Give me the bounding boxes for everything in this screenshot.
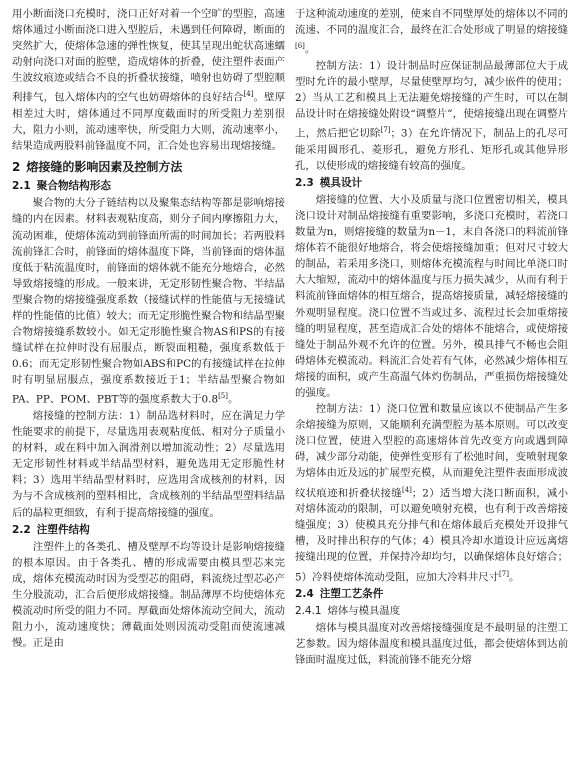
body-paragraph: 用小断面浇口充模时，浇口正好对着一个空旷的型腔，高速熔体通过小断面浇口进入型腔后，未遇到任何障碍，断面的突然扩大，使熔体急速的弹性恢复，使其呈现出蛇状高速蠕动射向浇口对面的腔壁，造成熔体的折叠，使注塑件表面产生波纹痕迹或结合不良的折叠状接缝，喷射也妨碍了型腔顺利排气，包入熔体内的空气也妨碍熔体的良好结合[4]。壁厚相差过大时，熔体通过不同厚度截面时的所受阻力差别很大，阻力小则，流动速率快，所受阻力大则，流动速率小，结果造成两股料前锋温度不同，汇合处也容易出现熔接缝。 (12, 8, 286, 153)
body-paragraph: 注塑件上的各类孔、槽及壁厚不均等设计是影响熔接缝的根本原因。由于各类孔、槽的形成需要由模具型芯来完成，熔体充模流动时因为受型芯的阻碍，料流绕过型芯必产生分股流动，汇合后便形成熔接缝。制品薄厚不均使熔体充模流动时所受的阻力不同。厚截面处熔体流动空间大，流动阻力小，流动速度快；薄截面处则因流动受阻而使流速减慢。正是由 (12, 540, 285, 650)
subsection-heading: 2.3 模具设计 (295, 176, 363, 189)
subsection-heading: 2.1 聚合物结构形态 (12, 180, 111, 193)
body-paragraph: 控制方法：1）浇口位置和数量应该以不使制品产生多余熔接缝为原则，又能顺利充满型腔为基本原则。可以改变浇口位置，使进入型腔的高速熔体首先改变方向或遇到障碍，减少部分动能，使弹性变形有了松弛时间，变喷射现象为熔体由近及远的扩展型充模，从而避免注塑件表面形成波纹状痕迹和折叠状接缝[4]；2）适当增大浇口断面积，减小对熔体流动的限制，可以避免喷射充模，也有利于改善熔接缝强度；3）使模具充分排气和在熔体最后充模处开设排气槽，及时排出积存的气体；4）模具冷却水道设计应远离熔接缝出现的位置，并保持冷却均匀，以确保熔体良好熔合；5）冷料使熔体流动受阻，应加大冷料井尺寸[7]。 (295, 403, 569, 583)
citation: [7] (380, 126, 391, 135)
citation: [4] (402, 485, 412, 494)
body-paragraph: 熔接缝的位置、大小及质量与浇口位置密切相关，模具浇口设计对制品熔接缝有重要影响，多浇口充模时，若浇口数量为n，则熔接缝的数量为n－1，末自各浇口的料流前锋熔体若不能很好地熔合，将会使熔接缝加重；但对尺寸较大的制品，若采用多浇口，则熔体充模流程与时间比单浇口时大大缩短，流动中的熔体温度与压力损失减少，从而有利于料流前锋面熔体的相互熔合，提高熔接质量，减轻熔接缝的外观明显程度。浇口位置不当或过多、流程过长会加重熔接缝的明显程度，甚至造成汇合处的熔体不能熔合，或使熔接缝处于制品外观不允许的位置。另外，模具排气不畅也会阻碍熔体充模流动。料流汇合处若有气体，必然减少熔体相互熔接的面积，或产生高温气体灼伤制品，严重损伤熔接缝处的强度。 (295, 193, 568, 399)
body-paragraph: 于这种流动速度的差别，使来自不同壁厚处的熔体以不同的流速、不同的温度汇合，最终在汇合处形成了明显的熔接缝[6]。 (295, 8, 568, 56)
left-column (12, 6, 285, 769)
body-paragraph: 熔接缝的控制方法：1）制品选材料时，应在满足力学性能要求的前提下，尽量选用表观粘度低、相对分子质量小的材料，或在料中加入润滑剂以增加流动性；2）尽量选用无定形韧性材料或半结晶型材料，避免选用无定形脆性材料；3）选用半结晶型材料时，应选用含成核剂的材料，因为与不含成核剂的塑料相比，含成核剂的半结晶型塑料结晶后的晶粒更细致，有利于提高熔接缝的强度。 (12, 410, 285, 519)
citation: [7] (499, 569, 509, 578)
citation: [6] (295, 42, 305, 51)
body-paragraph: 熔体与模具温度对改善熔接缝强度是不最明显的注塑工艺参数。因为熔体温度和模具温度过低，都会使熔体到达前锋面时温度过低，料流前锋不能充分熔 (295, 622, 568, 667)
right-column (295, 6, 568, 769)
body-paragraph: 聚合物的大分子链结构以及聚集态结构等都是影响熔接缝的内在因素。材料表观粘度高，则分子间内摩擦阻力大，流动困难，使熔体流动到前锋面所需的时间加长；若两股料流前锋汇合时，前锋面的熔体温度下降，当前锋面的熔体温度低于粘流温度时，前锋面的熔体就不能充分地熔合，必然导致熔接缝的形成。一般来讲，无定形韧性聚合物、半结晶型聚合物的熔接缝强度系数（接缝试样的性能值与无接缝试样的性能值的比值）较大；而无定形脆性聚合物和结晶型聚合物熔接缝系数较小。如无定形脆性聚合物AS和PS的有接缝试样在拉伸时没有屈服点，断裂面粗糙，强度系数低于0.6；而无定形韧性聚合物如ABS和PC的有接缝试样在拉伸时有明显屈服点，强度系数接近于1；半结晶型聚合物如PA、PP、POM、PBT等的强度系数大于0.8[5]。 (12, 197, 285, 406)
citation: [4] (243, 90, 254, 99)
subsubsection-heading: 2.4.1 熔体与模具温度 (295, 605, 401, 618)
subsection-heading: 2.4 注塑工艺条件 (295, 588, 384, 601)
citation: [5] (218, 392, 228, 401)
body-paragraph: 控制方法：1）设计制品时应保证制品最薄部位大于成型时允许的最小壁厚，尽量使壁厚均匀，减少嵌件的使用；2）当从工艺和模具上无法避免熔接缝的产生时，可以在制品设计时在熔接缝处附设“调整片”，使熔接缝出现在调整片上，然后把它切除[7]；3）在允许情况下，制品上的孔尽可能采用圆形孔、菱形孔，避免方形孔、矩形孔或其他异形孔，以使形成的熔接缝有较高的强度。 (295, 59, 569, 172)
subsection-heading: 2.2 注塑件结构 (12, 523, 90, 536)
section-heading: 2 熔接缝的影响因素及控制方法 (12, 160, 183, 175)
